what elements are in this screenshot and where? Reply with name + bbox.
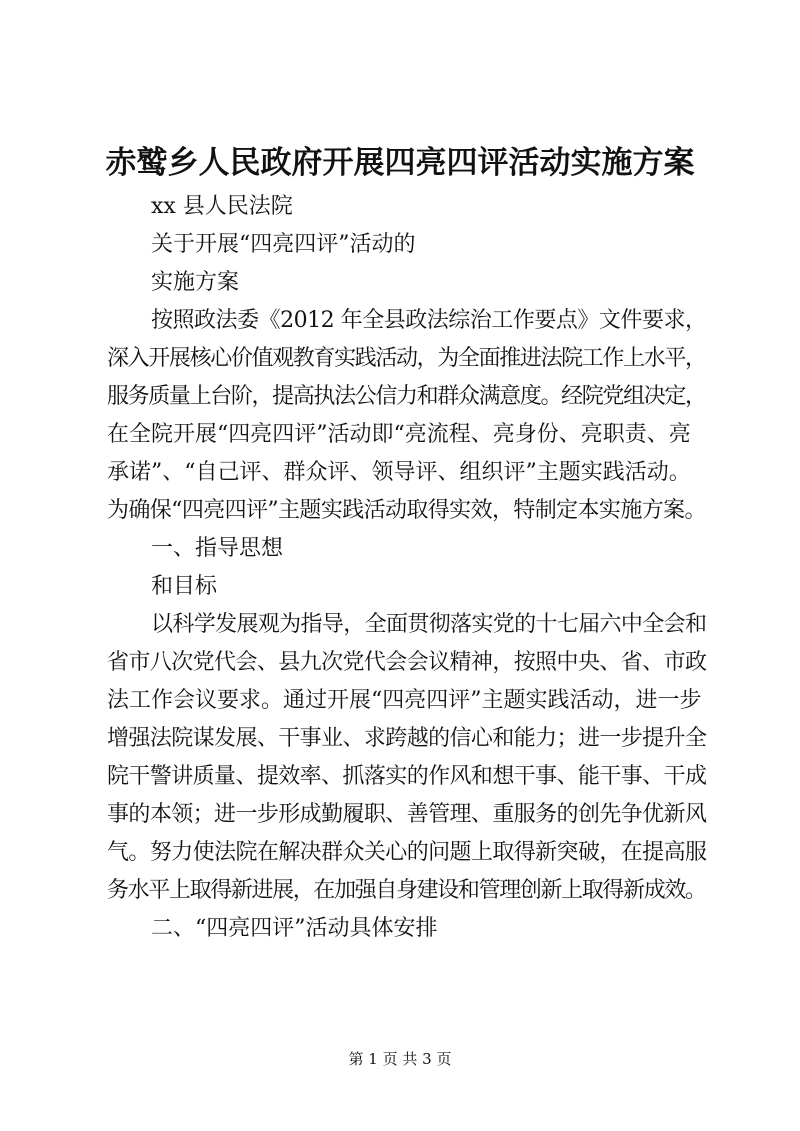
body-line: 承诺”、“自己评、群众评、领导评、组织评”主题实践活动。	[107, 460, 691, 485]
body-line: 法工作会议要求。通过开展“四亮四评”主题实践活动，进一步	[107, 688, 702, 713]
body-line: 实施方案	[151, 270, 240, 295]
body-line: 事的本领；进一步形成勤履职、善管理、重服务的创先争优新风	[107, 802, 707, 827]
body-line: 服务质量上台阶，提高执法公信力和群众满意度。经院党组决定，	[107, 384, 706, 409]
body-line: 二、“四亮四评”活动具体安排	[151, 916, 438, 941]
body-line: 为确保“四亮四评”主题实践活动取得实效，特制定本实施方案。	[107, 498, 706, 523]
document-body	[107, 188, 707, 948]
body-line: 关于开展“四亮四评”活动的	[151, 232, 416, 257]
body-line: 深入开展核心价值观教育实践活动，为全面推进法院工作上水平，	[107, 346, 706, 371]
body-line: 增强法院谋发展、干事业、求跨越的信心和能力；进一步提升全	[107, 726, 707, 751]
body-line: 务水平上取得新进展，在加强自身建设和管理创新上取得新成效。	[107, 878, 706, 903]
body-line: 和目标	[151, 574, 218, 599]
body-line: 院干警讲质量、提效率、抓落实的作风和想干事、能干事、干成	[107, 764, 707, 789]
body-line: 气。努力使法院在解决群众关心的问题上取得新突破，在提高服	[107, 840, 707, 865]
page-footer: 第 1 页 共 3 页	[348, 1050, 452, 1068]
body-line: 一、指导思想	[151, 536, 284, 561]
body-line: 省市八次党代会、县九次党代会会议精神，按照中央、省、市政	[107, 650, 707, 675]
document-title: 赤鹫乡人民政府开展四亮四评活动实施方案	[105, 145, 695, 181]
body-line: 以科学发展观为指导，全面贯彻落实党的十七届六中全会和	[151, 612, 707, 637]
body-line: 按照政法委《2012 年全县政法综治工作要点》文件要求，	[151, 308, 707, 333]
body-line: 在全院开展“四亮四评”活动即“亮流程、亮身份、亮职责、亮	[107, 422, 691, 447]
body-line: xx 县人民法院	[151, 194, 293, 219]
